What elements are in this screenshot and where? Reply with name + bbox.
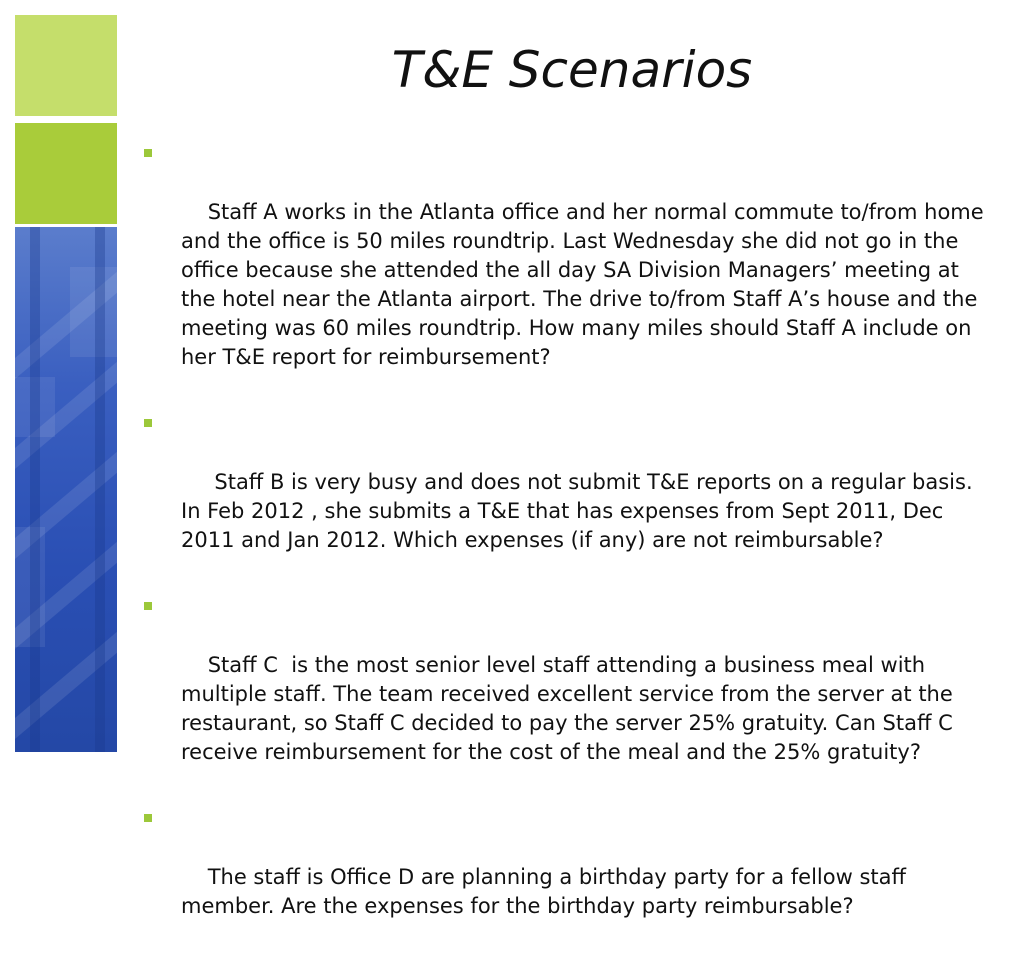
- slide-title: T&E Scenarios: [391, 41, 753, 99]
- square-bullet-icon: [144, 149, 152, 157]
- scenario-text: Staff B is very busy and does not submit T&E reports on a regular basis. In Feb 2012 , she submits a T&E that has expenses from Sept 2011, Dec 2011 and Jan 2012. Which expenses (if any) are not reimbursable?: [181, 470, 980, 552]
- decor-block-green: [15, 123, 117, 224]
- list-item: [142, 140, 992, 401]
- decor-pattern-icon: [15, 227, 117, 752]
- scenario-list: [142, 140, 992, 959]
- square-bullet-icon: [144, 419, 152, 427]
- scenario-text: Staff C is the most senior level staff attending a business meal with multiple staff. The team received excellent service from the server at the restaurant, so Staff C decided to pay the server 25% gratuity. Can Staff C receive reimbursement for the cost of the meal and the 25% gratuity?: [181, 653, 960, 764]
- list-item: [142, 593, 992, 796]
- square-bullet-icon: [144, 814, 152, 822]
- scenario-text: The staff is Office D are planning a birthday party for a fellow staff member. Are the expenses for the birthday party reimbursable?: [181, 865, 913, 918]
- list-item: [142, 805, 992, 950]
- list-item: [142, 410, 992, 584]
- decor-block-blue: [15, 227, 117, 752]
- scenario-text: Staff A works in the Atlanta office and her normal commute to/from home and the office is 50 miles roundtrip. Last Wednesday she did not go in the office because she attended the all day SA Division Managers’ meeting at the hotel near the Atlanta airport. The drive to/from Staff A’s house and the meeting was 60 miles roundtrip. How many miles should Staff A include on her T&E report for reimbursement?: [181, 200, 991, 369]
- decor-block-light-green: [15, 15, 117, 116]
- square-bullet-icon: [144, 602, 152, 610]
